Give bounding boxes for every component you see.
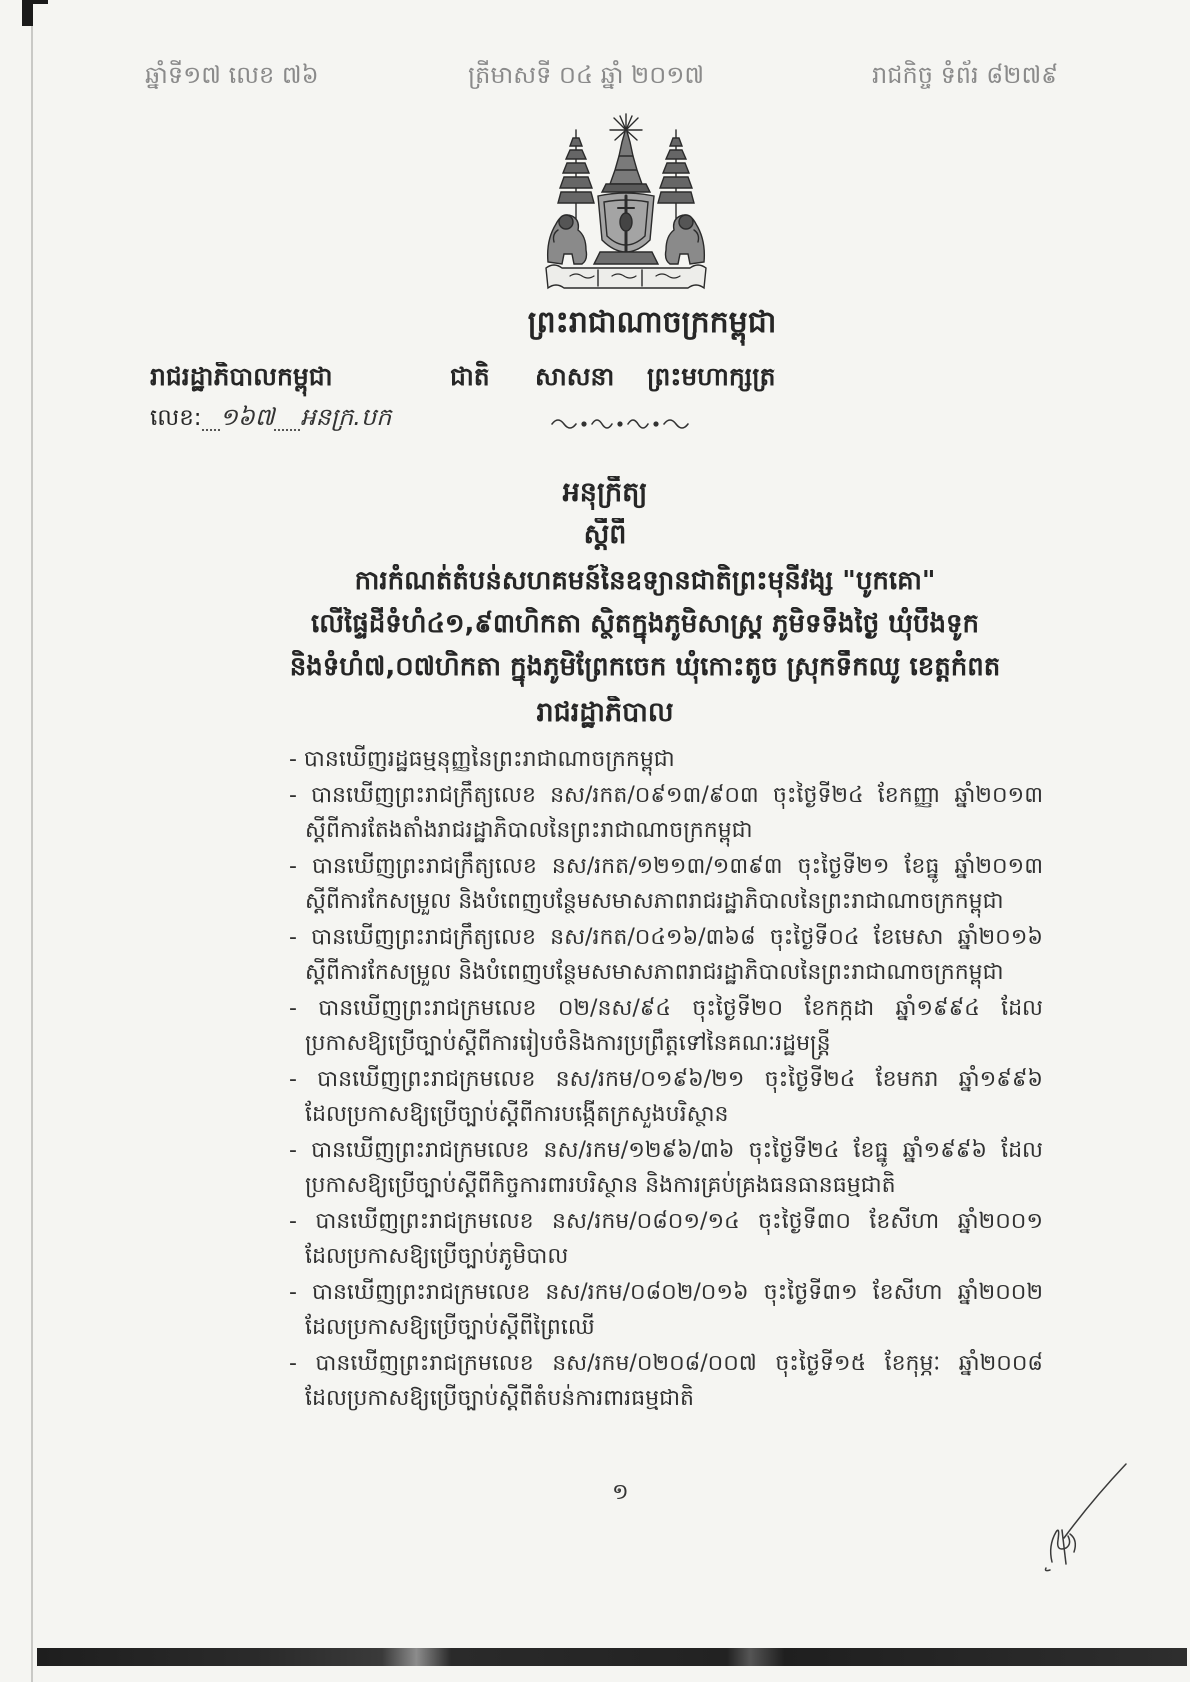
consideration-line: - បានឃើញព្រះរាជក្រមលេខ ០២/នស/៩៤ ចុះថ្ងៃទី២០ ខែកក្កដា ឆ្នាំ១៩៩៤ ដែល [289, 995, 1043, 1021]
divider-ornament-icon [546, 412, 696, 432]
consideration-line-cont: ប្រកាសឱ្យប្រើច្បាប់ស្តីពីកិច្ចការពារបរិស្ថាន និងការគ្រប់គ្រងធនធានធម្មជាតិ [305, 1173, 896, 1198]
royal-coat-of-arms-icon [536, 112, 716, 300]
document-type: អនុក្រឹត្យ [562, 477, 648, 508]
consideration-line-cont: ដែលប្រកាសឱ្យប្រើច្បាប់ស្តីពីតំបន់ការពារធម្មជាតិ [305, 1386, 694, 1411]
gazette-year-issue: ឆ្នាំទី១៧ លេខ ៧៦ [145, 61, 319, 89]
consideration-line: - បានឃើញព្រះរាជក្រឹត្យលេខ នស/រកត/១២១៣/១៣៩៣ ចុះថ្ងៃទី២១ ខែធ្នូ ឆ្នាំ២០១៣ [289, 853, 1043, 879]
motto-religion: សាសនា [535, 362, 615, 391]
consideration-line-cont: ដែលប្រកាសឱ្យប្រើច្បាប់ស្តីពីការបង្កើតក្រសួងបរិស្ថាន [305, 1102, 729, 1127]
document-title-line-1: ការកំណត់តំបន់សហគមន៍នៃឧទ្យានជាតិព្រះមុនីវង្ស "បូកគោ" [354, 566, 936, 596]
consideration-line: - បានឃើញរដ្ឋធម្មនុញ្ញនៃព្រះរាជាណាចក្រកម្ពុជា [289, 747, 675, 772]
issuer-name: រាជរដ្ឋាភិបាលកម្ពុជា [150, 362, 333, 391]
document-title-line-3: និងទំហំ៧,០៧ហិកតា ក្នុងភូមិព្រែកចេក ឃុំកោះតូច ស្រុកទឹកឈូ ខេត្តកំពត [289, 652, 1001, 682]
document-number-suffix: អនក្រ.បក [300, 403, 392, 431]
consideration-line-cont: ស្តីពីការកែសម្រួល និងបំពេញបន្ថែមសមាសភាពរាជរដ្ឋាភិបាលនៃព្រះរាជាណាចក្រកម្ពុជា [305, 960, 1004, 985]
consideration-line: - បានឃើញព្រះរាជក្រមលេខ នស/រកម/០៨០១/១៤ ចុះថ្ងៃទី៣០ ខែសីហា ឆ្នាំ២០០១ [289, 1208, 1043, 1234]
consideration-line-cont: ស្តីពីការតែងតាំងរាជរដ្ឋាភិបាលនៃព្រះរាជាណាចក្រកម្ពុជា [305, 818, 753, 843]
dotted-fill [202, 411, 220, 431]
page-number: ១ [612, 1480, 629, 1505]
consideration-line: - បានឃើញព្រះរាជក្រឹត្យលេខ នស/រកត/០៤១៦/៣៦៨ ចុះថ្ងៃទី០៤ ខែមេសា ឆ្នាំ២០១៦ [289, 924, 1043, 950]
gazette-page: រាជកិច្ច ទំព័រ ៨២៧៩ [872, 61, 1059, 89]
consideration-line-cont: ប្រកាសឱ្យប្រើច្បាប់ស្តីពីការរៀបចំនិងការប្រព្រឹត្តទៅនៃគណៈរដ្ឋមន្ត្រី [305, 1031, 831, 1056]
document-number-value: ១៦៧ [219, 403, 275, 431]
scan-artifact-band [37, 1648, 1187, 1666]
considerations-list [289, 742, 1043, 1417]
consideration-line-cont: ដែលប្រកាសឱ្យប្រើច្បាប់ស្តីពីព្រៃឈើ [305, 1315, 595, 1340]
motto-king: ព្រះមហាក្សត្រ [647, 362, 776, 391]
gazette-quarter: ត្រីមាសទី ០៤ ឆ្នាំ ២០១៧ [468, 61, 705, 89]
document-authority: រាជរដ្ឋាភិបាល [536, 697, 674, 728]
consideration-line: - បានឃើញព្រះរាជក្រឹត្យលេខ នស/រកត/០៩១៣/៩០៣ ចុះថ្ងៃទី២៤ ខែកញ្ញា ឆ្នាំ២០១៣ [289, 782, 1043, 808]
motto-nation: ជាតិ [450, 362, 490, 391]
scan-edge-line [31, 0, 33, 1682]
document-about: ស្តីពី [583, 519, 627, 550]
dotted-fill [274, 411, 300, 431]
consideration-line: - បានឃើញព្រះរាជក្រមលេខ នស/រកម/០១៩៦/២១ ចុះថ្ងៃទី២៤ ខែមករា ឆ្នាំ១៩៩៦ [289, 1066, 1043, 1092]
document-number [150, 402, 450, 437]
signature [1022, 1460, 1130, 1574]
document-number-label: លេខ: [150, 405, 202, 431]
scan-corner-mark-top [22, 0, 48, 4]
consideration-line: - បានឃើញព្រះរាជក្រមលេខ នស/រកម/០២០៨/០០៧ ចុះថ្ងៃទី១៥ ខែកុម្ភៈ ឆ្នាំ២០០៨ [289, 1350, 1043, 1376]
document-title-line-2: លើផ្ទៃដីទំហំ៤១,៩៣ហិកតា ស្ថិតក្នុងភូមិសាស្ត្រ ភូមិទទឹងថ្ងៃ ឃុំបឹងទូក [310, 609, 980, 639]
kingdom-name: ព្រះរាជាណាចក្រកម្ពុជា [527, 305, 777, 340]
consideration-line-cont: ស្តីពីការកែសម្រួល និងបំពេញបន្ថែមសមាសភាពរាជរដ្ឋាភិបាលនៃព្រះរាជាណាចក្រកម្ពុជា [305, 889, 1004, 914]
consideration-line: - បានឃើញព្រះរាជក្រមលេខ នស/រកម/១២៩៦/៣៦ ចុះថ្ងៃទី២៤ ខែធ្នូ ឆ្នាំ១៩៩៦ ដែល [289, 1137, 1043, 1163]
consideration-line: - បានឃើញព្រះរាជក្រមលេខ នស/រកម/០៨០២/០១៦ ចុះថ្ងៃទី៣១ ខែសីហា ឆ្នាំ២០០២ [289, 1279, 1043, 1305]
consideration-line-cont: ដែលប្រកាសឱ្យប្រើច្បាប់ភូមិបាល [305, 1244, 569, 1269]
